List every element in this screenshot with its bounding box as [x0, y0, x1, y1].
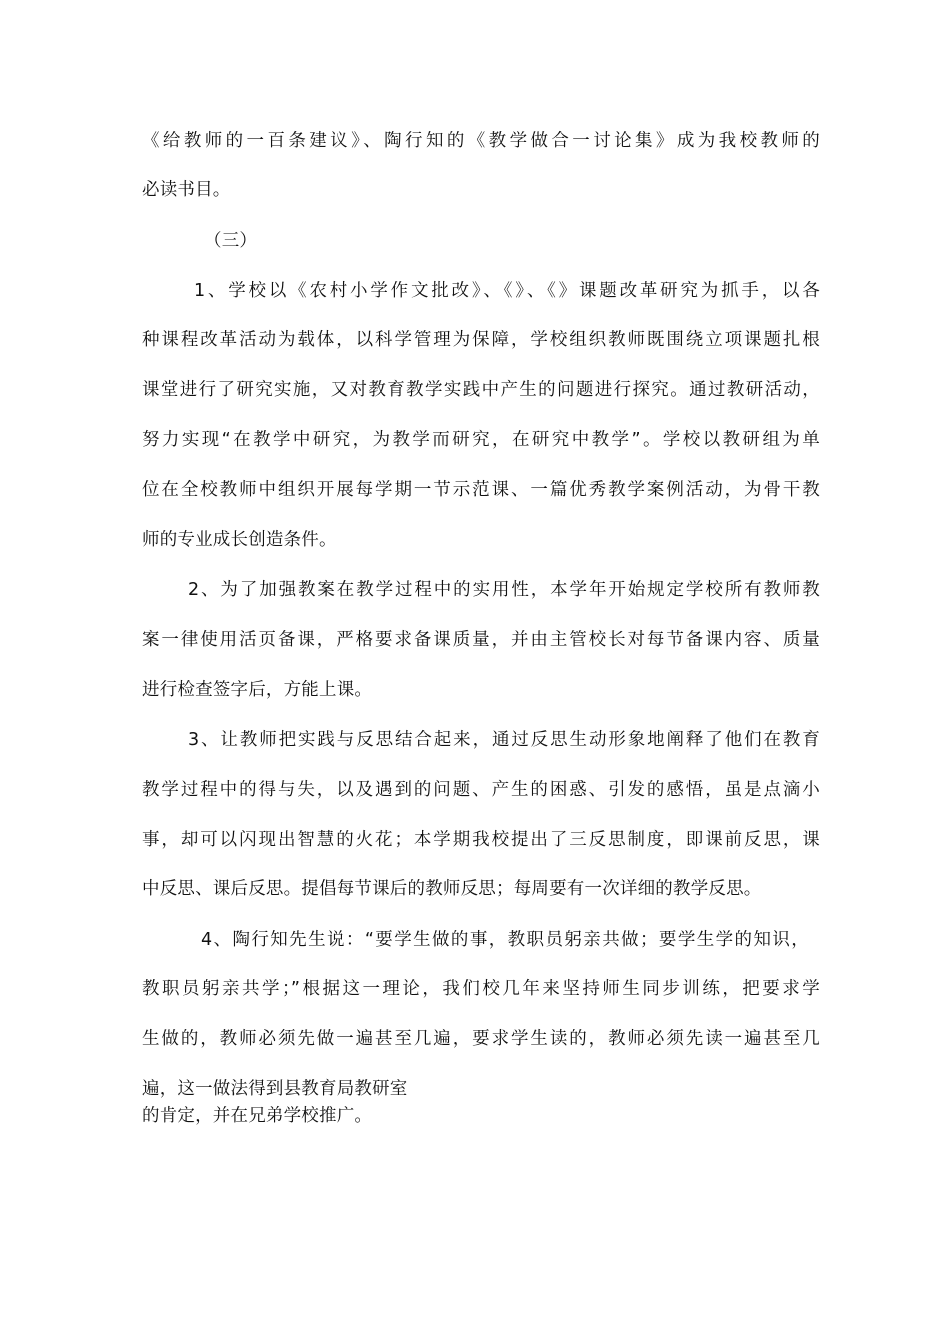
- paragraph-3-line-2: 教学过程中的得与失，以及遇到的问题、产生的困惑、引发的感悟，虽是点滴小: [142, 780, 820, 800]
- paragraph-4-line-3: 生做的，教师必须先做一遍甚至几遍，要求学生读的，教师必须先读一遍甚至几: [142, 1029, 820, 1049]
- paragraph-4-line-2: 教职员躬亲共学；”根据这一理论，我们校几年来坚持师生同步训练，把要求学: [142, 979, 820, 999]
- paragraph-4-line-4: 遍，这一做法得到县教育局教研室: [142, 1079, 408, 1099]
- paragraph-1-line-1: 1、学校以《农村小学作文批改》、《》、《》课题改革研究为抓手，以各: [194, 281, 820, 301]
- paragraph-2-line-1: 2、为了加强教案在教学过程中的实用性，本学年开始规定学校所有教师教: [188, 580, 820, 600]
- paragraph-3-line-1: 3、让教师把实践与反思结合起来，通过反思生动形象地阐释了他们在教育: [188, 730, 820, 750]
- paragraph-4-line-1: 4、陶行知先生说：“要学生做的事，教职员躬亲共做；要学生学的知识，: [201, 930, 809, 950]
- section-heading: （三）: [204, 231, 258, 251]
- paragraph-1-line-3: 课堂进行了研究实施，又对教育教学实践中产生的问题进行探究。通过教研活动，: [142, 380, 820, 400]
- paragraph-3-line-4: 中反思、课后反思。提倡每节课后的教师反思；每周要有一次详细的教学反思。: [142, 879, 762, 899]
- paragraph-2-line-3: 进行检查签字后，方能上课。: [142, 680, 373, 700]
- paragraph-1-line-2: 种课程改革活动为载体，以科学管理为保障，学校组织教师既围绕立项课题扎根: [142, 330, 820, 350]
- paragraph-1-line-5: 位在全校教师中组织开展每学期一节示范课、一篇优秀教学案例活动，为骨干教: [142, 480, 820, 500]
- paragraph-3-line-3: 事，却可以闪现出智慧的火花；本学期我校提出了三反思制度，即课前反思，课: [142, 830, 820, 850]
- paragraph-1-line-6: 师的专业成长创造条件。: [142, 530, 337, 550]
- paragraph-4-line-5: 的肯定，并在兄弟学校推广。: [142, 1106, 373, 1126]
- paragraph-2-line-2: 案一律使用活页备课，严格要求备课质量，并由主管校长对每节备课内容、质量: [142, 630, 820, 650]
- text-line-1: 《给教师的一百条建议》、陶行知的《教学做合一讨论集》成为我校教师的: [142, 131, 820, 151]
- text-line-2: 必读书目。: [142, 180, 231, 200]
- paragraph-1-line-4: 努力实现“在教学中研究，为教学而研究，在研究中教学”。学校以教研组为单: [142, 430, 820, 450]
